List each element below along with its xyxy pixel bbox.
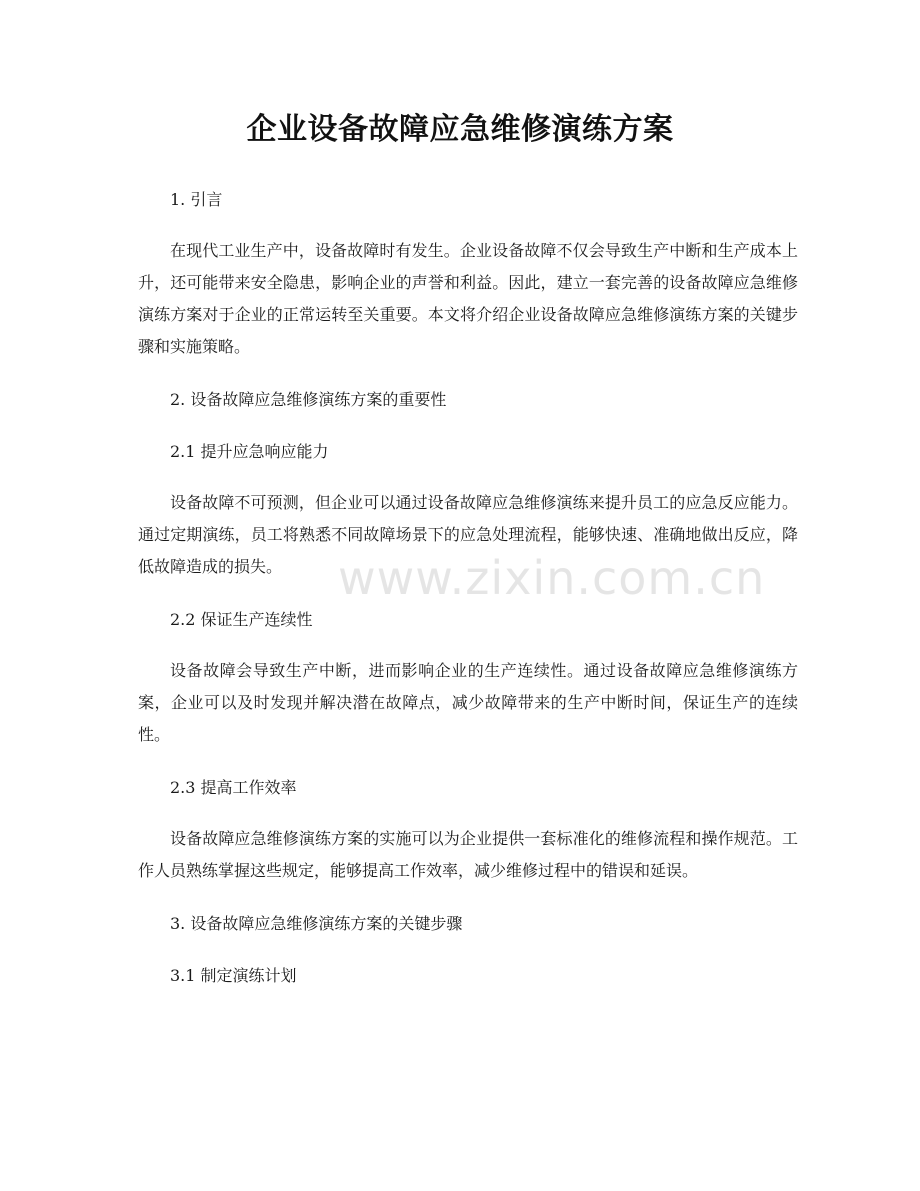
paragraph-intro: 在现代工业生产中，设备故障时有发生。企业设备故障不仅会导致生产中断和生产成本上升，还可能带来安全隐患，影响企业的声誉和利益。因此，建立一套完善的设备故障应急维修演练方案对于企业的正常运转至关重要。本文将介绍企业设备故障应急维修演练方案的关键步骤和实施策略。 [138,241,798,356]
subsection-heading-3-1: 3.1 制定演练计划 [170,966,297,985]
section-heading-importance: 2. 设备故障应急维修演练方案的重要性 [170,390,447,409]
section-heading-key-steps: 3. 设备故障应急维修演练方案的关键步骤 [170,914,463,933]
watermark-text: www.zixin.com.cn [338,551,766,605]
paragraph-2-1: 设备故障不可预测，但企业可以通过设备故障应急维修演练来提升员工的应急反应能力。通过定期演练，员工将熟悉不同故障场景下的应急处理流程，能够快速、准确地做出反应，降低故障造成的损失。 [138,493,798,576]
document-title: 企业设备故障应急维修演练方案 [246,112,674,147]
section-heading-intro: 1. 引言 [170,190,223,209]
subsection-heading-2-2: 2.2 保证生产连续性 [170,610,313,629]
paragraph-2-3: 设备故障应急维修演练方案的实施可以为企业提供一套标准化的维修流程和操作规范。工作人员熟练掌握这些规定，能够提高工作效率，减少维修过程中的错误和延误。 [138,829,798,880]
subsection-heading-2-3: 2.3 提高工作效率 [170,778,297,797]
document-body [138,183,798,993]
subsection-heading-2-1: 2.1 提升应急响应能力 [170,442,329,461]
paragraph-2-2: 设备故障会导致生产中断，进而影响企业的生产连续性。通过设备故障应急维修演练方案，企业可以及时发现并解决潜在故障点，减少故障带来的生产中断时间，保证生产的连续性。 [138,661,798,744]
